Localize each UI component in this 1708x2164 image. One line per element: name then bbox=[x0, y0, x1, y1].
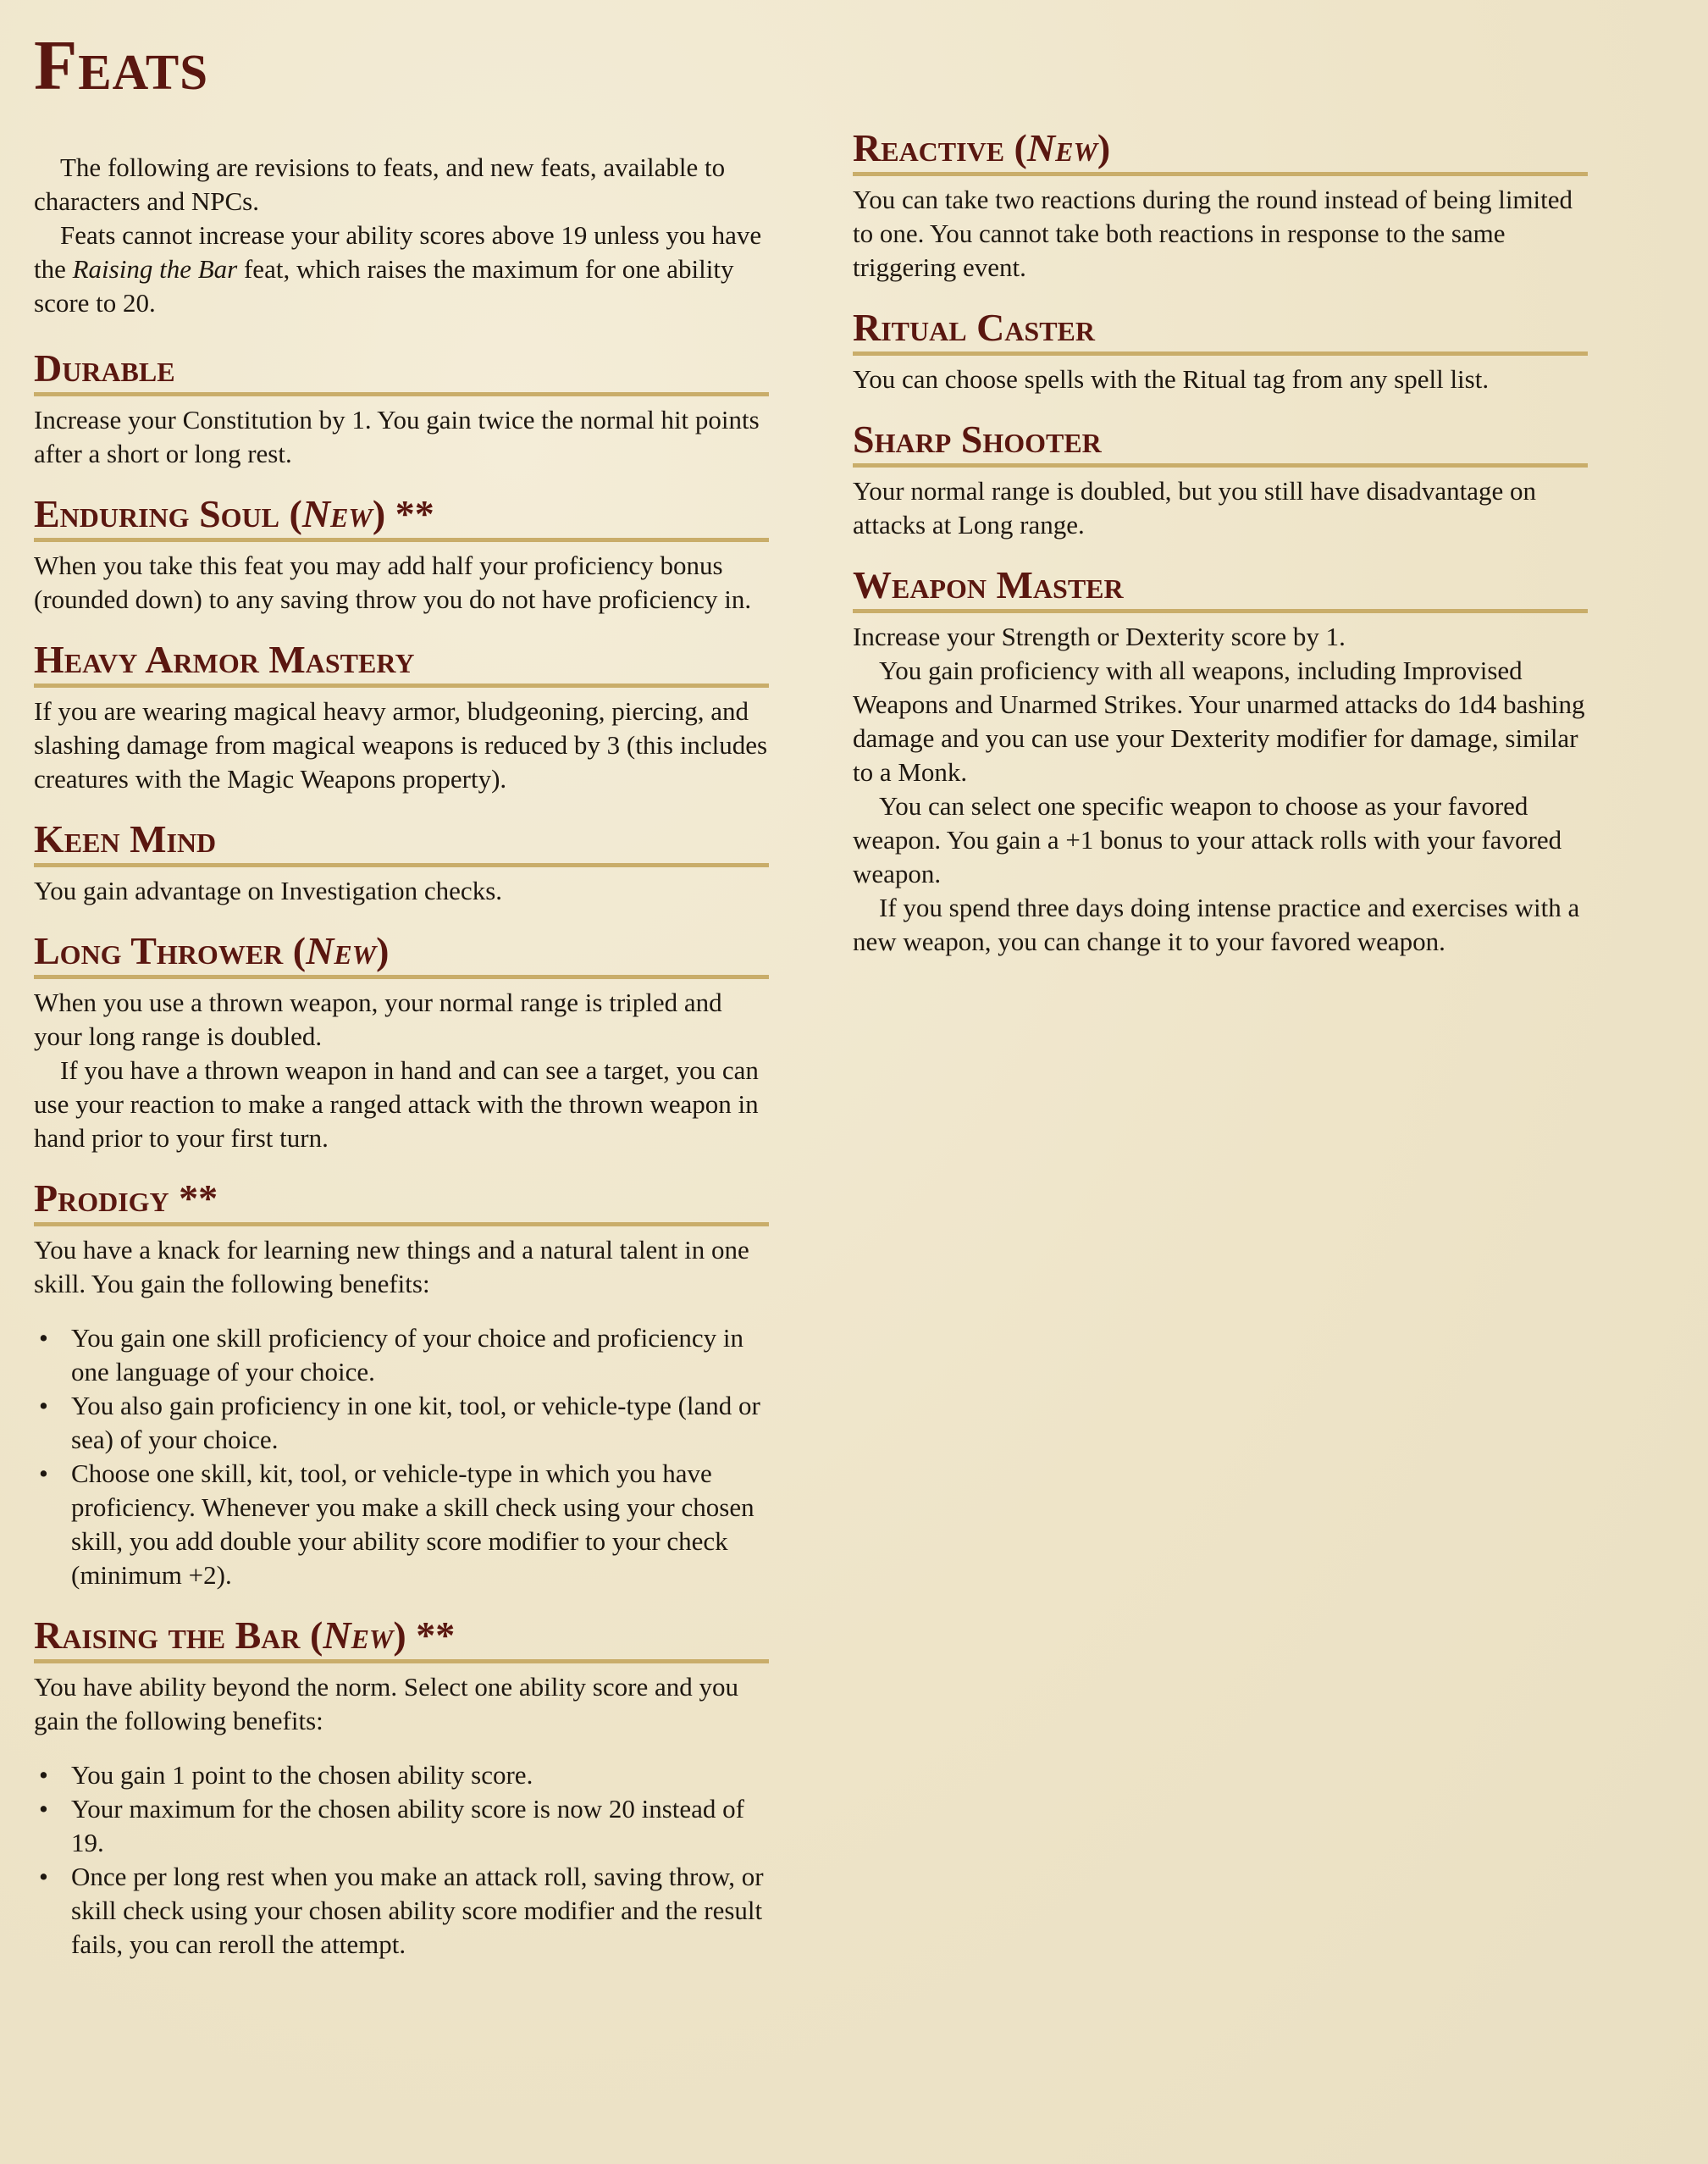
feat-description: You gain proficiency with all weapons, including Improvised Weapons and Unarmed Strikes. Your unarmed attacks do 1d4 bashing damage and you can use your Dexterity modifier for damage, similar to a Monk. bbox=[853, 656, 1585, 787]
intro-text: Feats cannot increase your ability scores above 19 unless you have the bbox=[34, 220, 762, 284]
feat-description: Increase your Constitution by 1. You gain twice the normal hit points after a short or long rest. bbox=[34, 405, 760, 468]
feat-description: You have ability beyond the norm. Select one ability score and you gain the following benefits: bbox=[34, 1672, 738, 1735]
feat-name: Prodigy bbox=[34, 1176, 169, 1220]
benefit-list bbox=[34, 1321, 769, 1592]
stars-marker: ** bbox=[395, 492, 434, 535]
feat-heading: Long Thrower (New) bbox=[34, 928, 769, 979]
benefit-item: • You also gain proficiency in one kit, tool, or vehicle-type (land or sea) of your choice. bbox=[34, 1389, 769, 1457]
feat-description: Your normal range is doubled, but you still have disadvantage on attacks at Long range. bbox=[853, 476, 1537, 540]
page-title: Feats bbox=[34, 26, 209, 105]
benefit-item: • You gain 1 point to the chosen ability score. bbox=[34, 1758, 769, 1792]
benefit-item: • Once per long rest when you make an attack roll, saving throw, or skill check using your chosen ability score modifier and the result fails, you can reroll the attempt. bbox=[34, 1860, 769, 1962]
feat-heading: Enduring Soul (New) ** bbox=[34, 491, 769, 542]
stars-marker: ** bbox=[416, 1613, 456, 1657]
feat-heading bbox=[34, 346, 769, 396]
feat-description: When you take this feat you may add half your proficiency bonus (rounded down) to any saving throw you do not have proficiency in. bbox=[34, 551, 752, 614]
feat-section bbox=[853, 125, 1588, 285]
new-tag: New bbox=[306, 929, 377, 972]
feat-description: You have a knack for learning new things and a natural talent in one skill. You gain the following benefits: bbox=[34, 1235, 749, 1298]
feat-heading bbox=[853, 417, 1588, 468]
feat-name: Heavy Armor Mastery bbox=[34, 638, 415, 681]
feat-section bbox=[34, 491, 769, 617]
feat-section bbox=[34, 1613, 769, 1962]
feat-name: Durable bbox=[34, 346, 175, 390]
feat-heading: Raising the Bar (New) ** bbox=[34, 1613, 769, 1663]
feat-description: You can take two reactions during the round instead of being limited to one. You cannot take both reactions in response to the same triggering event. bbox=[853, 185, 1573, 282]
feat-description: If you are wearing magical heavy armor, bludgeoning, piercing, and slashing damage from magical weapons is reduced by 3 (this includes creatures with the Magic Weapons property). bbox=[34, 696, 768, 794]
feat-description: Increase your Strength or Dexterity score by 1. bbox=[853, 622, 1346, 651]
feat-description: If you spend three days doing intense practice and exercises with a new weapon, you can change it to your favored weapon. bbox=[853, 893, 1580, 956]
feat-description: You gain advantage on Investigation checks. bbox=[34, 876, 503, 905]
feat-name: Reactive bbox=[853, 126, 1005, 169]
feat-name: Keen Mind bbox=[34, 817, 217, 861]
feat-heading bbox=[853, 305, 1588, 356]
feat-description: You can select one specific weapon to choose as your favored weapon. You gain a +1 bonus to your attack rolls with your favored weapon. bbox=[853, 791, 1562, 888]
left-column bbox=[34, 151, 769, 1982]
intro-text: feat, which raises the maximum for one ability score to 20. bbox=[34, 254, 734, 318]
feat-section bbox=[34, 1176, 769, 1592]
benefit-item: • Choose one skill, kit, tool, or vehicle-type in which you have proficiency. Whenever you make a skill check using your chosen skill, you add double your ability score modifier to your check (minimum +2). bbox=[34, 1457, 769, 1592]
benefit-item: • You gain one skill proficiency of your choice and proficiency in one language of your choice. bbox=[34, 1321, 769, 1389]
feat-section bbox=[34, 346, 769, 471]
feat-heading bbox=[853, 562, 1588, 613]
feat-name: Enduring Soul bbox=[34, 492, 279, 535]
feat-heading bbox=[34, 637, 769, 688]
feat-section bbox=[853, 562, 1588, 959]
feat-heading bbox=[34, 816, 769, 867]
left-feat-list bbox=[34, 346, 769, 1962]
stars-marker: ** bbox=[179, 1176, 218, 1220]
feat-section bbox=[34, 928, 769, 1155]
intro bbox=[34, 151, 769, 320]
new-tag: New bbox=[301, 492, 373, 535]
feat-name: Sharp Shooter bbox=[853, 418, 1102, 461]
feat-name: Weapon Master bbox=[853, 563, 1124, 606]
feat-reference: Raising the Bar bbox=[72, 254, 238, 284]
intro-paragraph: The following are revisions to feats, and new feats, available to characters and NPCs. bbox=[34, 152, 726, 216]
benefit-item: • Your maximum for the chosen ability score is now 20 instead of 19. bbox=[34, 1792, 769, 1860]
benefit-list bbox=[34, 1758, 769, 1962]
feat-section bbox=[853, 305, 1588, 396]
feat-name: Raising the Bar bbox=[34, 1613, 301, 1657]
new-tag: New bbox=[323, 1613, 394, 1657]
right-feat-list bbox=[853, 125, 1588, 959]
feat-description: When you use a thrown weapon, your normal range is tripled and your long range is doubled. bbox=[34, 988, 722, 1051]
feat-heading bbox=[34, 1176, 769, 1226]
feat-section bbox=[853, 417, 1588, 542]
new-tag: New bbox=[1026, 126, 1097, 169]
feat-description: You can choose spells with the Ritual tag from any spell list. bbox=[853, 364, 1490, 394]
feat-name: Ritual Caster bbox=[853, 306, 1096, 349]
feat-name: Long Thrower bbox=[34, 929, 284, 972]
feat-heading: Reactive (New) bbox=[853, 125, 1588, 176]
feat-section bbox=[34, 816, 769, 908]
feat-description: If you have a thrown weapon in hand and can see a target, you can use your reaction to make a ranged attack with the thrown weapon in hand prior to your first turn. bbox=[34, 1055, 759, 1153]
intro-paragraph bbox=[34, 219, 769, 320]
feat-section bbox=[34, 637, 769, 796]
right-column bbox=[853, 125, 1588, 979]
